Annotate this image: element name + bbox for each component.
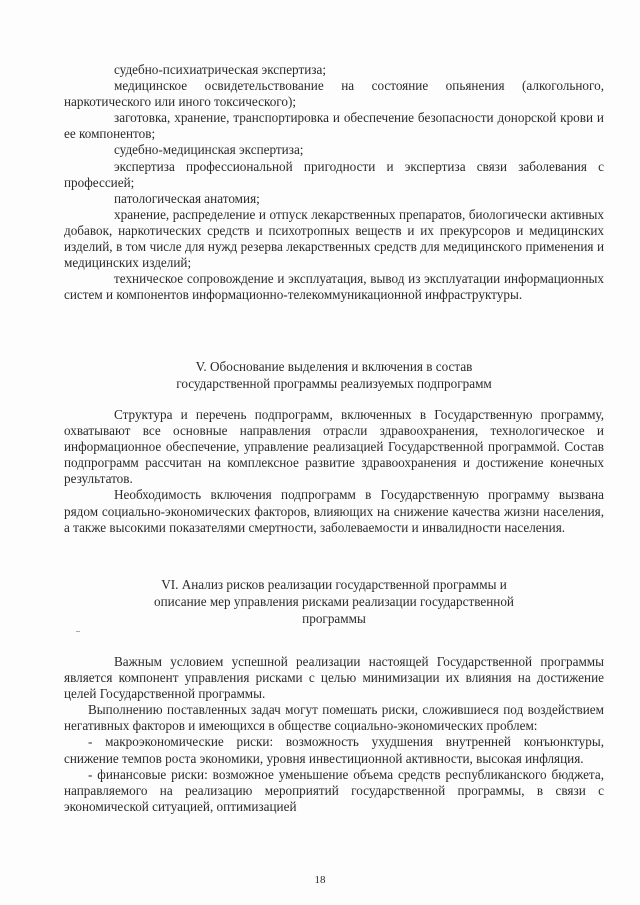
section-6-heading bbox=[64, 576, 604, 627]
list-item: техническое сопровождение и эксплуатация, вывод из эксплуатации информационных систем и компонентов информационно-телекоммуникационной инфраструктуры. bbox=[64, 271, 604, 303]
paragraph: Структура и перечень подпрограмм, включенных в Государственную программу, охватывают все основные направления отрасли здравоохранения, технологическое и информационное обеспечение, управление реализацией Государственной программой. Состав подпрограмм рассчитан на комплексное развитие здравоохранения и достижение конечных результатов. bbox=[64, 407, 604, 487]
section-5-title-line-2: государственной программы реализуемых подпрограмм bbox=[176, 376, 492, 391]
section-5-title-line-1: V. Обоснование выделения и включения в состав bbox=[195, 359, 473, 374]
list-item: судебно-медицинская экспертиза; bbox=[114, 142, 304, 158]
list-item: судебно-психиатрическая экспертиза; bbox=[114, 62, 327, 77]
list-item: хранение, распределение и отпуск лекарственных препаратов, биологически активных добавок, наркотических средств и психотропных веществ и их прекурсоров и медицинских изделий, в том числе для нужд резерва лекарственных средств для медицинского применения и медицинских изделий; bbox=[64, 206, 604, 271]
section-6-body bbox=[64, 654, 604, 815]
activity-list bbox=[64, 62, 604, 303]
section-6-title-line-1: VI. Анализ рисков реализации государственной программы и bbox=[161, 577, 507, 592]
paragraph: - макроэкономические риски: возможность ухудшения внутренней конъюнктуры, снижение темпов роста экономики, уровня инвестиционной активности, высокая инфляция. bbox=[64, 734, 604, 766]
section-5-heading bbox=[64, 358, 604, 392]
section-6-title-line-3: программы bbox=[302, 611, 366, 626]
paragraph: Важным условием успешной реализации настоящей Государственной программы является компонент управления рисками с целью минимизации их влияния на достижение целей Государственной программы. bbox=[64, 654, 604, 702]
list-item: патологическая анатомия; bbox=[114, 190, 260, 206]
paragraph: Необходимость включения подпрограмм в Государственную программу вызвана рядом социально-экономических факторов, влияющих на снижение качества жизни населения, а также высокими показателями смертности, заболеваемости и инвалидности населения. bbox=[64, 487, 604, 535]
page-number: 18 bbox=[314, 874, 326, 886]
list-item: медицинское освидетельствование на состояние опьянения (алкогольного, наркотического или иного токсического); bbox=[64, 78, 604, 110]
list-item: экспертиза профессиональной пригодности и экспертиза связи заболевания с профессией; bbox=[64, 158, 604, 190]
section-5-body bbox=[64, 407, 604, 536]
scan-mark bbox=[76, 631, 80, 632]
list-item: заготовка, хранение, транспортировка и обеспечение безопасности донорской крови и ее компонентов; bbox=[64, 110, 604, 142]
section-6-title-line-2: описание мер управления рисками реализации государственной bbox=[154, 594, 514, 609]
paragraph: Выполнению поставленных задач могут помешать риски, сложившиеся под воздействием негативных факторов и имеющихся в обществе социально-экономических проблем: bbox=[64, 702, 604, 734]
paragraph: - финансовые риски: возможное уменьшение объема средств республиканского бюджета, направляемого на реализацию мероприятий государственной программы, в связи с экономической ситуацией, оптимизацией bbox=[64, 766, 604, 814]
